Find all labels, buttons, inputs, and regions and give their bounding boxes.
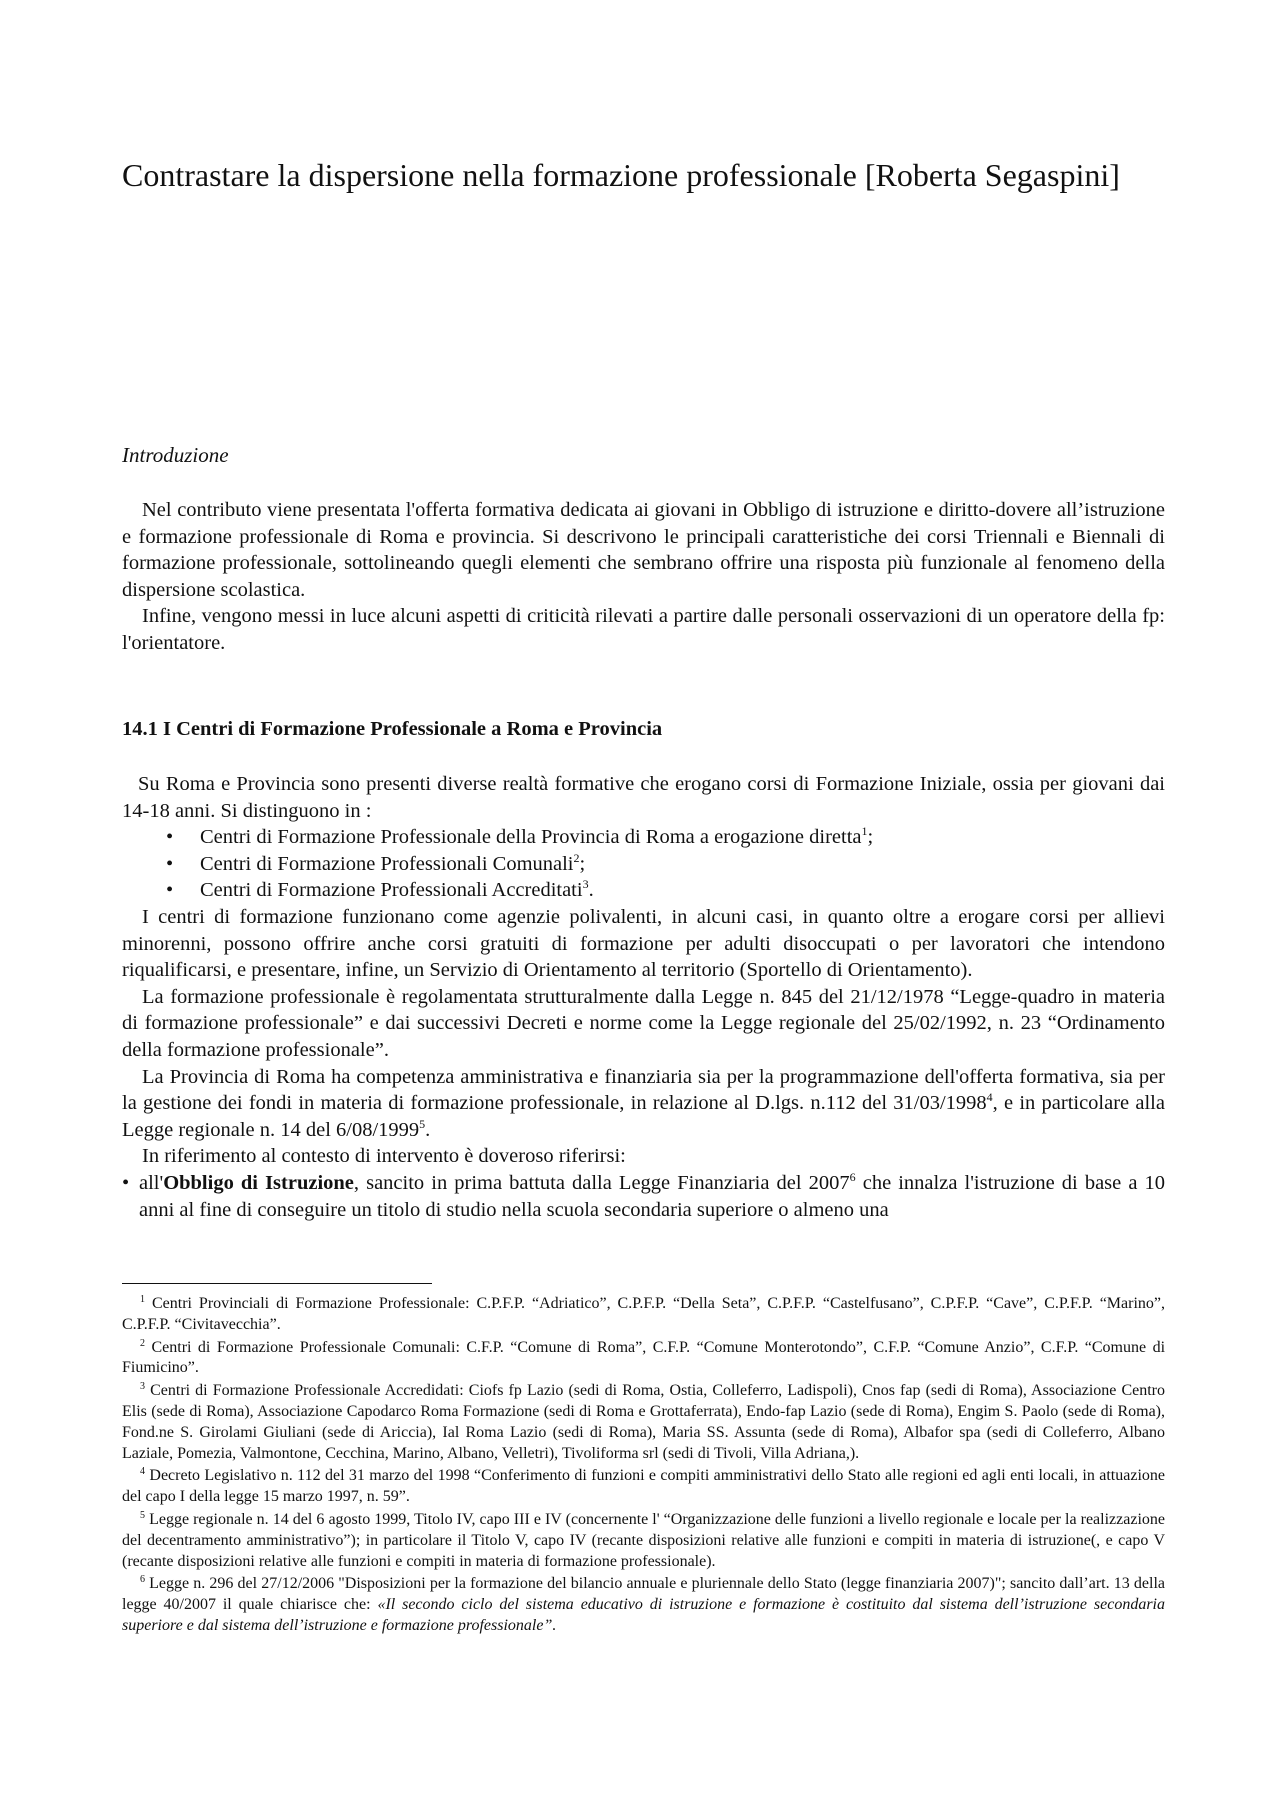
footnote-ref: 5 xyxy=(419,1116,426,1131)
body-paragraph: I centri di formazione funzionano come agenzie polivalenti, in alcuni casi, in quanto oltre a erogare corsi per allievi minorenni, possono offrire anche corsi gratuiti di formazione per adulti disoccupati o per lavoratori che intendono riqualificarsi, e presentare, infine, un Servizio di Orientamento al territorio (Sportello di Orientamento). xyxy=(122,905,1165,982)
list-item: • Centri di Formazione Professionali Comunali$^2$; xyxy=(166,851,1165,878)
page-title: Contrastare la dispersione nella formazione professionale [Roberta Segaspini] xyxy=(122,157,1120,193)
footnote: $^6$ Legge n. 296 del 27/12/2006 "Disposizioni per la formazione del bilancio annuale e pluriennale dello Stato (legge finanziaria 2007)"; sancito dall’art. 13 della legge 40/2007 il quale chiarisce che: «Il secondo ciclo del sistema educativo di istruzione e formazione è costituito dal sistema dell’istruzione secondaria superiore e dal sistema dell’istruzione e formazione professionale”. xyxy=(122,1574,1166,1634)
body-paragraph: In riferimento al contesto di intervento è doveroso riferirsi: xyxy=(142,1145,626,1168)
footnote-ref: 1 xyxy=(861,824,868,839)
list-item: • Centri di Formazione Professionale della Provincia di Roma a erogazione diretta$^1$; xyxy=(166,824,1165,851)
obbligo-list xyxy=(122,1170,1165,1223)
footnote: $^3$ Centri di Formazione Professionale Accredidati: Ciofs fp Lazio (sedi di Roma, Ostia, Colleferro, Ladispoli), Cnos fap (sedi di Roma), Associazione Centro Elis (sede di Roma), Associazione Capodarco Roma Formazione (sedi di Roma e Grottaferrata), Endo-fap Lazio (sede di Roma), Engim S. Paolo (sede di Roma), Fond.ne S. Girolami Giuliani (sede di Ariccia), Ial Roma Lazio (sedi di Roma), Maria SS. Assunta (sede di Roma), Albafor spa (sedi di Colleferro, Albano Laziale, Pomezia, Valmontone, Cecchina, Marino, Albano, Velletri), Tivoliforma srl (sedi di Tivoli, Villa Adriana,). xyxy=(122,1381,1165,1462)
introduction-heading: Introduzione xyxy=(122,443,229,467)
body-paragraph: La Provincia di Roma ha competenza amministrativa e finanziaria sia per la programmazione dell'offerta formativa, sia per la gestione dei fondi in materia di formazione professionale, in relazione al D.lgs. n.112 del 31/03/1998$^4$, e in particolare alla Legge regionale n. 14 del 6/08/1999$^5$. xyxy=(122,1065,1165,1141)
section-body xyxy=(122,771,1165,1223)
list-item: • Centri di Formazione Professionali Accreditati$^3$. xyxy=(166,877,1165,904)
list-item: • all'Obbligo di Istruzione, sancito in prima battuta dalla Legge Finanziaria del 2007$^6$ che innalza l'istruzione di base a 10 anni al fine di conseguire un titolo di studio nella scuola secondaria superiore o almeno una xyxy=(122,1170,1165,1223)
bold-term: Obbligo di Istruzione xyxy=(163,1171,354,1194)
footnote: $^4$ Decreto Legislativo n. 112 del 31 marzo del 1998 “Conferimento di funzioni e compiti amministrativi dello Stato alle regioni ed agli enti locali, in attuazione del capo I della legge 15 marzo 1997, n. 59”. xyxy=(122,1466,1165,1506)
footnote-ref: 3 xyxy=(582,877,589,892)
introduction-body xyxy=(122,497,1165,657)
body-paragraph: La formazione professionale è regolamentata strutturalmente dalla Legge n. 845 del 21/12/1978 “Legge-quadro in materia di formazione professionale” e dai successivi Decreti e norme come la Legge regionale del 25/02/1992, n. 23 “Ordinamento della formazione professionale”. xyxy=(122,985,1165,1061)
intro-paragraph: Infine, vengono messi in luce alcuni aspetti di criticità rilevati a partire dalle personali osservazioni di un operatore della fp: l'orientatore. xyxy=(122,605,1165,654)
footnote-ref: 2 xyxy=(573,850,580,865)
footnote-separator xyxy=(122,1283,432,1284)
footnotes xyxy=(122,1294,1165,1639)
intro-paragraph: Nel contributo viene presentata l'offerta formativa dedicata ai giovani in Obbligo di istruzione e diritto-dovere all’istruzione e formazione professionale di Roma e provincia. Si descrivono le principali caratteristiche dei corsi Triennali e Biennali di formazione professionale, sottolineando quegli elementi che sembrano offrire una risposta più funzionale al fenomeno della dispersione scolastica. xyxy=(122,499,1165,601)
centri-list xyxy=(122,824,1165,904)
footnote-ref: 6 xyxy=(849,1169,856,1184)
footnote: $^5$ Legge regionale n. 14 del 6 agosto 1999, Titolo IV, capo III e IV (concernente l' “Organizzazione delle funzioni a livello regionale e locale per la realizzazione del decentramento amministrativo”); in particolare il Titolo V, capo IV (recante disposizioni relative alle funzioni e compiti in materia di istruzione(, e capo V (recante disposizioni relative alle funzioni e compiti in materia di formazione professionale). xyxy=(122,1509,1166,1570)
footnote: $^1$ Centri Provinciali di Formazione Professionale: C.P.F.P. “Adriatico”, C.P.F.P. “Della Seta”, C.P.F.P. “Castelfusano”, C.P.F.P. “Cave”, C.P.F.P. “Marino”, C.P.F.P. “Civitavecchia”. xyxy=(122,1294,1166,1333)
section-heading: 14.1 I Centri di Formazione Professionale a Roma e Provincia xyxy=(122,718,663,740)
footnote: $^2$ Centri di Formazione Professionale Comunali: C.F.P. “Comune di Roma”, C.F.P. “Comune Monterotondo”, C.F.P. “Comune Anzio”, C.F.P. “Comune di Fiumicino”. xyxy=(122,1337,1166,1377)
footnote-ref: 4 xyxy=(986,1090,993,1105)
section-lead-paragraph: Su Roma e Provincia sono presenti diverse realtà formative che erogano corsi di Formazione Iniziale, ossia per giovani dai 14-18 anni. Si distinguono in : xyxy=(122,773,1165,822)
